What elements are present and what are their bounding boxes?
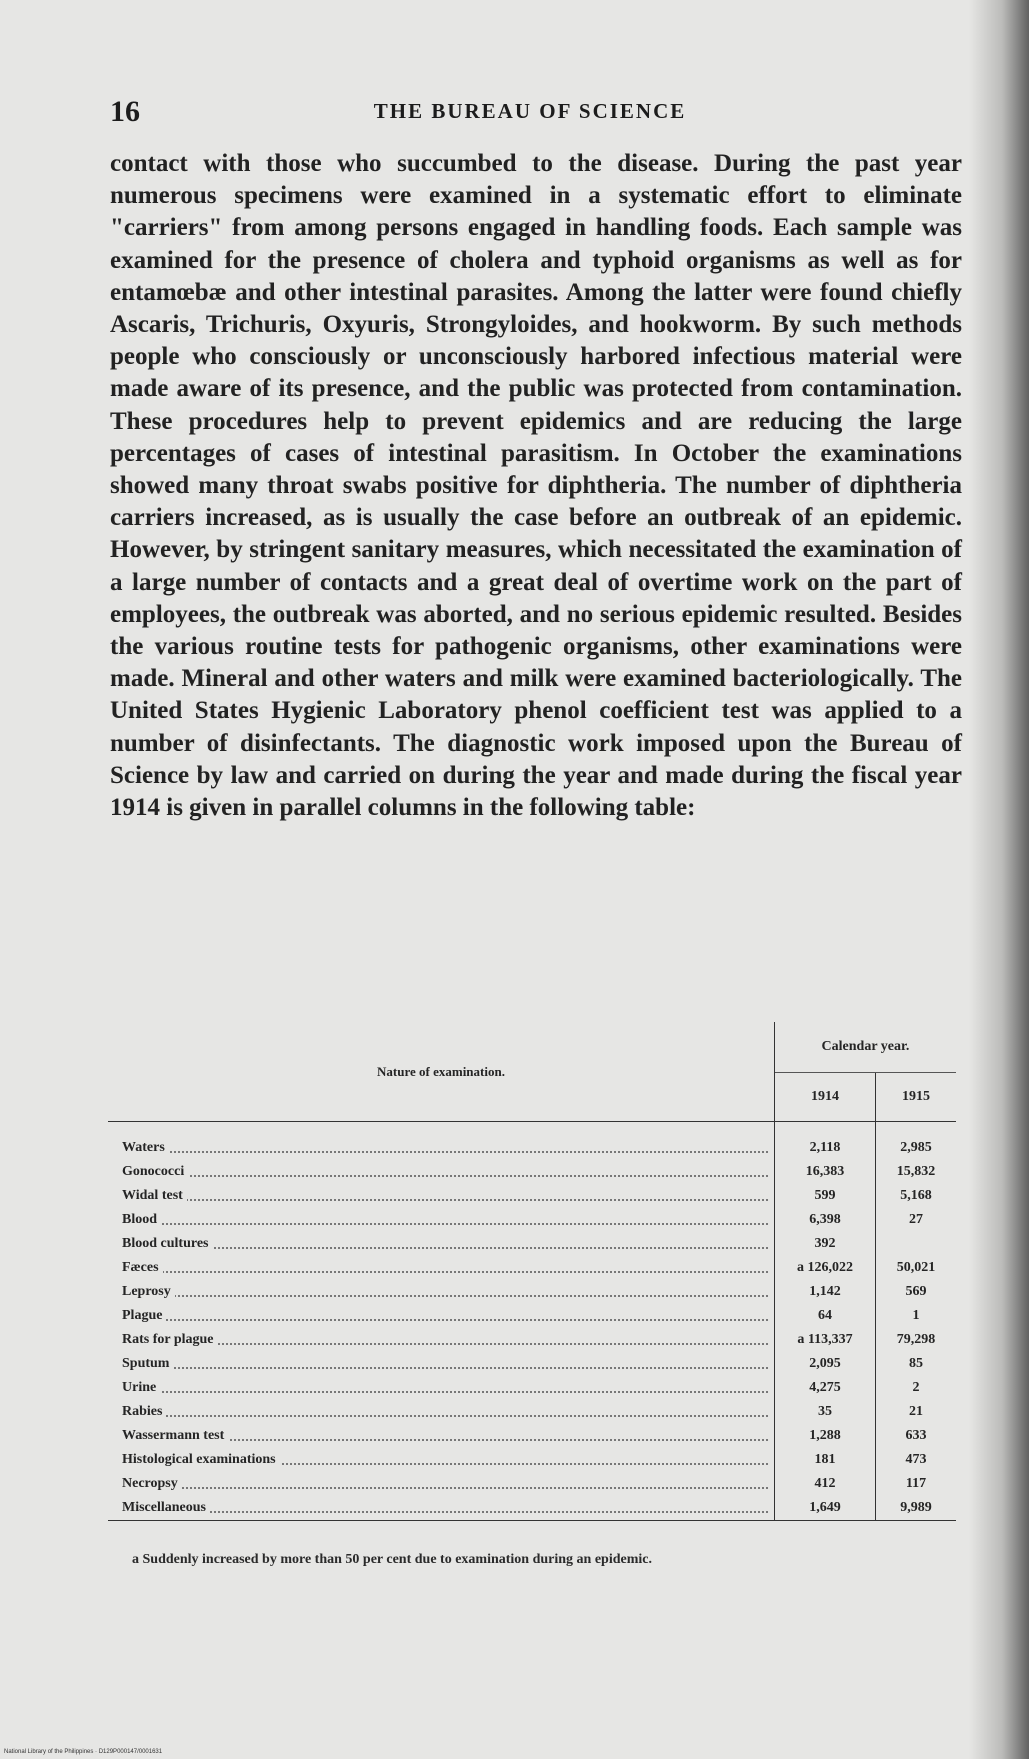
row-label-cell bbox=[108, 1304, 775, 1328]
leader-dots bbox=[122, 1367, 768, 1369]
row-label-cell bbox=[108, 1208, 775, 1232]
leader-dots bbox=[122, 1295, 768, 1297]
leader-dots bbox=[122, 1319, 768, 1321]
row-label-cell bbox=[108, 1352, 775, 1376]
row-label-cell bbox=[108, 1376, 775, 1400]
leader-dots bbox=[122, 1343, 768, 1345]
value-1914: 4,275 bbox=[775, 1376, 876, 1400]
row-label-cell bbox=[108, 1400, 775, 1424]
examination-table bbox=[108, 1022, 956, 1540]
row-label: Waters bbox=[122, 1140, 169, 1155]
value-1915: 50,021 bbox=[876, 1256, 957, 1280]
value-1915: 21 bbox=[876, 1400, 957, 1424]
value-1915: 2 bbox=[876, 1376, 957, 1400]
leader-dots bbox=[122, 1199, 768, 1201]
leader-dots bbox=[122, 1415, 768, 1417]
footnote: a Suddenly increased by more than 50 per cent due to examination during an epidemic. bbox=[132, 1552, 652, 1567]
row-label: Wassermann test bbox=[122, 1428, 228, 1443]
table-row bbox=[108, 1376, 956, 1400]
table-row bbox=[108, 1208, 956, 1232]
value-1915: 9,989 bbox=[876, 1496, 957, 1521]
table-row bbox=[108, 1160, 956, 1184]
body-paragraph bbox=[110, 148, 962, 824]
leader-dots bbox=[122, 1487, 768, 1489]
running-head: THE BUREAU OF SCIENCE bbox=[373, 99, 687, 123]
col-1915-header: 1915 bbox=[876, 1073, 957, 1122]
leader-dots bbox=[122, 1151, 768, 1153]
table-row bbox=[108, 1496, 956, 1521]
row-label: Histological examinations bbox=[122, 1452, 280, 1467]
value-1914: 6,398 bbox=[775, 1208, 876, 1232]
row-label: Plague bbox=[122, 1308, 166, 1323]
row-label: Miscellaneous bbox=[122, 1500, 210, 1515]
row-label: Urine bbox=[122, 1380, 160, 1395]
library-credit: National Library of the Philippines · D129P000147/0001631 bbox=[4, 1749, 163, 1755]
row-label-cell bbox=[108, 1256, 775, 1280]
row-label-cell bbox=[108, 1328, 775, 1352]
value-1915: 2,985 bbox=[876, 1122, 957, 1161]
row-label: Blood cultures bbox=[122, 1236, 212, 1251]
row-label-cell bbox=[108, 1496, 775, 1521]
value-1914: 1,142 bbox=[775, 1280, 876, 1304]
row-label-cell bbox=[108, 1448, 775, 1472]
row-label-cell bbox=[108, 1184, 775, 1208]
value-1914: 392 bbox=[775, 1232, 876, 1256]
leader-dots bbox=[122, 1511, 768, 1513]
table-row bbox=[108, 1448, 956, 1472]
row-label-cell bbox=[108, 1232, 775, 1256]
value-1915 bbox=[876, 1232, 957, 1256]
page-edge-shadow bbox=[969, 0, 1029, 1759]
value-1915: 1 bbox=[876, 1304, 957, 1328]
value-1914: 2,118 bbox=[775, 1122, 876, 1161]
value-1914: 1,288 bbox=[775, 1424, 876, 1448]
page-header bbox=[110, 95, 950, 135]
row-label-cell bbox=[108, 1160, 775, 1184]
row-label-cell bbox=[108, 1122, 775, 1161]
value-1915: 79,298 bbox=[876, 1328, 957, 1352]
col-1914-header: 1914 bbox=[775, 1073, 876, 1122]
table-row bbox=[108, 1184, 956, 1208]
value-1914: 599 bbox=[775, 1184, 876, 1208]
row-label: Fæces bbox=[122, 1260, 163, 1275]
examination-table-grid bbox=[108, 1022, 956, 1521]
row-label: Gonococci bbox=[122, 1164, 188, 1179]
value-1915: 15,832 bbox=[876, 1160, 957, 1184]
col-nature-header: Nature of examination. bbox=[108, 1022, 775, 1122]
row-label-cell bbox=[108, 1280, 775, 1304]
value-1914: 16,383 bbox=[775, 1160, 876, 1184]
row-label-cell bbox=[108, 1472, 775, 1496]
leader-dots bbox=[122, 1223, 768, 1225]
leader-dots bbox=[122, 1271, 768, 1273]
table-row bbox=[108, 1304, 956, 1328]
value-1914: 2,095 bbox=[775, 1352, 876, 1376]
table-row bbox=[108, 1352, 956, 1376]
table-row bbox=[108, 1472, 956, 1496]
row-label: Rabies bbox=[122, 1404, 166, 1419]
row-label: Necropsy bbox=[122, 1476, 182, 1491]
table-row bbox=[108, 1122, 956, 1161]
table-row bbox=[108, 1232, 956, 1256]
table-row bbox=[108, 1328, 956, 1352]
value-1915: 633 bbox=[876, 1424, 957, 1448]
value-1914: 181 bbox=[775, 1448, 876, 1472]
row-label: Widal test bbox=[122, 1188, 187, 1203]
row-label: Blood bbox=[122, 1212, 161, 1227]
value-1915: 27 bbox=[876, 1208, 957, 1232]
table-row bbox=[108, 1400, 956, 1424]
table-row bbox=[108, 1280, 956, 1304]
row-label: Rats for plague bbox=[122, 1332, 218, 1347]
value-1915: 5,168 bbox=[876, 1184, 957, 1208]
value-1914: a 126,022 bbox=[775, 1256, 876, 1280]
row-label: Sputum bbox=[122, 1356, 173, 1371]
col-calendar-header: Calendar year. bbox=[775, 1022, 957, 1073]
table-body bbox=[108, 1122, 956, 1521]
value-1914: a 113,337 bbox=[775, 1328, 876, 1352]
value-1915: 473 bbox=[876, 1448, 957, 1472]
value-1914: 412 bbox=[775, 1472, 876, 1496]
leader-dots bbox=[122, 1391, 768, 1393]
value-1914: 64 bbox=[775, 1304, 876, 1328]
value-1915: 85 bbox=[876, 1352, 957, 1376]
value-1914: 1,649 bbox=[775, 1496, 876, 1521]
leader-dots bbox=[122, 1175, 768, 1177]
value-1914: 35 bbox=[775, 1400, 876, 1424]
leader-dots bbox=[122, 1247, 768, 1249]
page-number: 16 bbox=[110, 95, 140, 128]
value-1915: 117 bbox=[876, 1472, 957, 1496]
table-row bbox=[108, 1424, 956, 1448]
row-label-cell bbox=[108, 1424, 775, 1448]
paragraph-text: contact with those who succumbed to the disease. During the past year numerous specimens were examined in a systematic effort to eliminate "carriers" from among persons engaged in handling foods. Each sample was examined for the presence of cholera and typhoid organisms as well as for entamœbæ and other intestinal parasites. Among the latter were found chiefly Ascaris, Trichuris, Oxyuris, Strongyloides, and hookworm. By such methods people who consciously or unconsciously harbored infectious material were made aware of its presence, and the public was protected from contamination. These procedures help to prevent epidemics and are reducing the large percentages of cases of intestinal parasitism. In October the examinations showed many throat swabs positive for diphtheria. The number of diphtheria carriers increased, as is usually the case before an outbreak of an epidemic. However, by stringent sanitary measures, which necessitated the examination of a large number of contacts and a great deal of overtime work on the part of employees, the outbreak was aborted, and no serious epidemic resulted. Besides the various routine tests for pathogenic organisms, other examinations were made. Mineral and other waters and milk were examined bacteriologically. The United States Hygienic Laboratory phenol coefficient test was applied to a number of disinfectants. The diagnostic work imposed upon the Bureau of Science by law and carried on during the year and made during the fiscal year 1914 is given in parallel columns in the following table: bbox=[110, 150, 962, 822]
row-label: Leprosy bbox=[122, 1284, 175, 1299]
table-row bbox=[108, 1256, 956, 1280]
value-1915: 569 bbox=[876, 1280, 957, 1304]
